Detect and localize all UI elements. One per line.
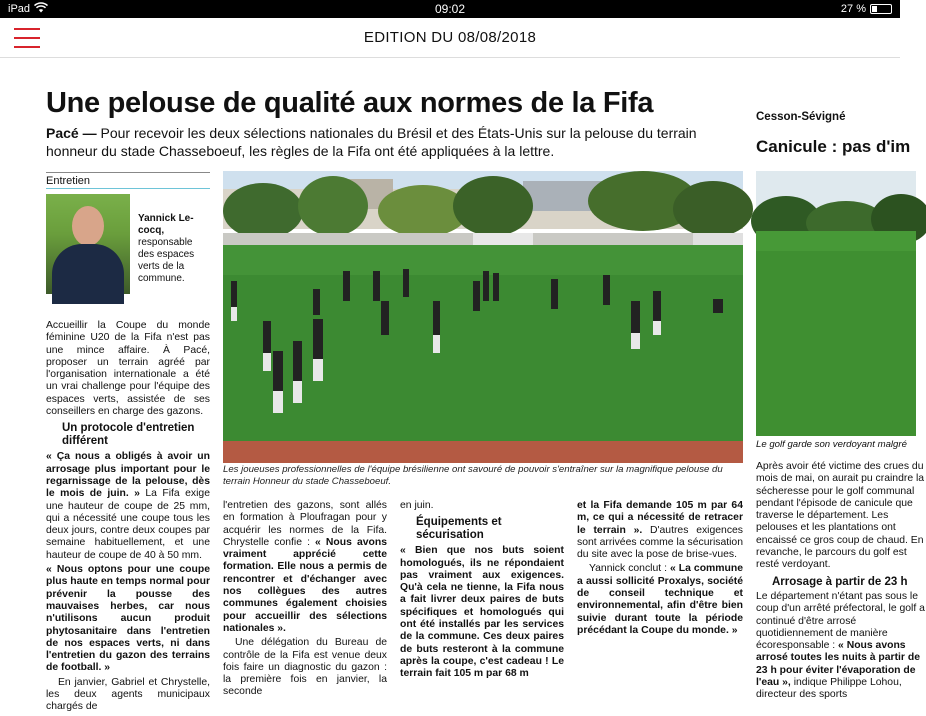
device-name: iPad [8, 3, 31, 15]
portrait-photo [46, 194, 130, 294]
quote-paragraph [400, 545, 564, 680]
subheading: Un protocole d'entretien différent [62, 422, 195, 448]
quote: « Nous avons vraiment apprécié cette formation. Elle nous a permis de rencontrer et d'échanger avec nos collègues des autres communes également choisies pour accueillir des sélections nationales ». [223, 536, 387, 634]
column-1 [46, 320, 210, 716]
text: indique Philippe Lohou, directeur des sports [756, 677, 902, 701]
training-photo[interactable] [223, 171, 743, 463]
column-3 [400, 500, 564, 683]
lead-text: Pour recevoir les deux sélections nationales du Brésil et des États-Unis sur la pelouse du terrain honneur du stade Chasseboeuf, les règles de la Fifa ont été appliquées à la lettre. [46, 125, 697, 159]
dateline: Pacé — [46, 125, 97, 141]
portrait-caption [138, 213, 210, 285]
paragraph: Après avoir été victime des crues du mois de mai, on aurait pu craindre la sécheresse pour le golf communal pendant l'épisode de canicule que traverse le département. Les pelouses et les plantations ont encaissé ce gros coup de chaud. En revanche, le parcours du golf est resté verdoyant. [756, 461, 925, 571]
side-article-title: Canicule : pas d'im [756, 137, 911, 156]
battery-level [872, 6, 877, 12]
app-header [0, 18, 900, 58]
paragraph: Une délégation du Bureau de contrôle de la Fifa est venue deux fois faire un diagnostic du gazon : la première fois en janvier, la seconde [223, 637, 387, 698]
text: Yannick conclut : [589, 563, 668, 575]
article-lead [46, 124, 716, 160]
quote: « Nous avons arrosé toutes les nuits à partir de 23 h pour éviter l'évaporation de l'eau », [756, 640, 920, 689]
paragraph: Accueillir la Coupe du monde féminine U20 de la Fifa n'est pas une mince affaire. À Pacé, proposer un terrain agréé par l'organisation internationale a été un vrai challenge pour l'équipe des espaces verts, assistée de ses conseillers en charge des gazons. [46, 320, 210, 418]
divider [46, 188, 210, 189]
paragraph: en juin. [400, 500, 434, 511]
quote: « La commune a aussi sollicité Proxalys, société de conseil technique et environnemental, afin d'être bien suivie durant toute la période précédant la Coupe du monde. » [577, 563, 743, 636]
paragraph [577, 563, 743, 637]
divider [46, 172, 210, 173]
status-bar [0, 0, 900, 18]
text: La Fifa exige une hauteur de coupe de 25 mm, qui a nécessité une coupe tous les deux jours, contre deux coupes par semaine habituellement, et une hauteur de coupe de 40 à 50 mm. [46, 488, 210, 561]
side-photo-caption: Le golf garde son verdoyant malgré [756, 439, 907, 450]
paragraph [223, 500, 387, 635]
side-article[interactable] [753, 59, 925, 701]
edition-title: EDITION DU 08/08/2018 [363, 29, 537, 46]
newspaper-page[interactable] [0, 59, 925, 713]
text: l'entretien des gazons, sont allés en formation à Ploufragan pour y acquérir les normes de la Fifa. Chrystelle confie : [223, 500, 387, 548]
subheading: Arrosage à partir de 23 h [772, 575, 908, 588]
paragraph: En janvier, Gabriel et Chrystelle, les deux agents municipaux chargés de [46, 676, 210, 713]
article-headline: Une pelouse de qualité aux normes de la Fifa [46, 87, 654, 119]
side-article-city: Cesson-Sévigné [756, 111, 846, 123]
paragraph [756, 591, 926, 702]
column-4 [577, 500, 743, 639]
hamburger-menu-icon[interactable] [14, 28, 40, 48]
golf-photo [756, 171, 916, 436]
paragraph [46, 451, 210, 562]
text: D'autres exigences sont arrivées comme la sécurisation du site avec la pose de brise-vues. [577, 524, 743, 561]
clock: 09:02 [434, 2, 466, 16]
battery-icon [870, 4, 892, 14]
section-label: Entretien [46, 175, 91, 187]
paragraph [577, 500, 743, 561]
wifi-icon [34, 3, 48, 16]
photo-caption: Les joueuses professionnelles de l'équipe brésilienne ont savouré de pouvoir s'entraîner sur la magnifique pelouse du terrain Honneur du stade Chasseboeuf. [223, 464, 723, 487]
quote: « Ça nous a obligés à avoir un arrosage plus important pour le regarnissage de la pelouse, dès le mois de juin. » [46, 451, 210, 500]
quote: « Nous optons pour une coupe plus haute en temps normal pour prévenir la pousse des mauvaises herbes, car nous n'utilisons aucun produit phytosanitaire dans l'entretien de nos espaces verts, ni dans l'entretien du gazon des terrains de football. » [46, 564, 210, 674]
quote: et la Fifa demande 105 m par 64 m, ce qui a nécessité de retracer le terrain ». [577, 500, 743, 536]
quote: « Bien que nos buts soient homologués, ils ne répondaient pas vraiment aux exigences. Qu'à cela ne tienne, la Fifa nous a fait livrer deux paires de buts spécifiques et homologués qui ont été installés par les services de la commune. Ces deux paires de buts resteront à la commune après la coupe, c'est cadeau ! Le terrain fait 105 m par 68 m [400, 545, 564, 680]
column-2 [223, 500, 387, 701]
portrait-name: Yannick Le-cocq, [138, 213, 194, 236]
battery-percent: 27 % [840, 3, 866, 15]
side-article-text [756, 461, 926, 704]
portrait-role: responsable des espaces verts de la commune. [138, 237, 195, 284]
subheading: Équipements et sécurisation [416, 516, 502, 542]
quote-paragraph [46, 564, 210, 675]
text: Le département n'étant pas sous le coup d'un arrêté préfectoral, le golf a continué d'être arrosé quotidiennement de manière écoresponsable : [756, 590, 925, 652]
